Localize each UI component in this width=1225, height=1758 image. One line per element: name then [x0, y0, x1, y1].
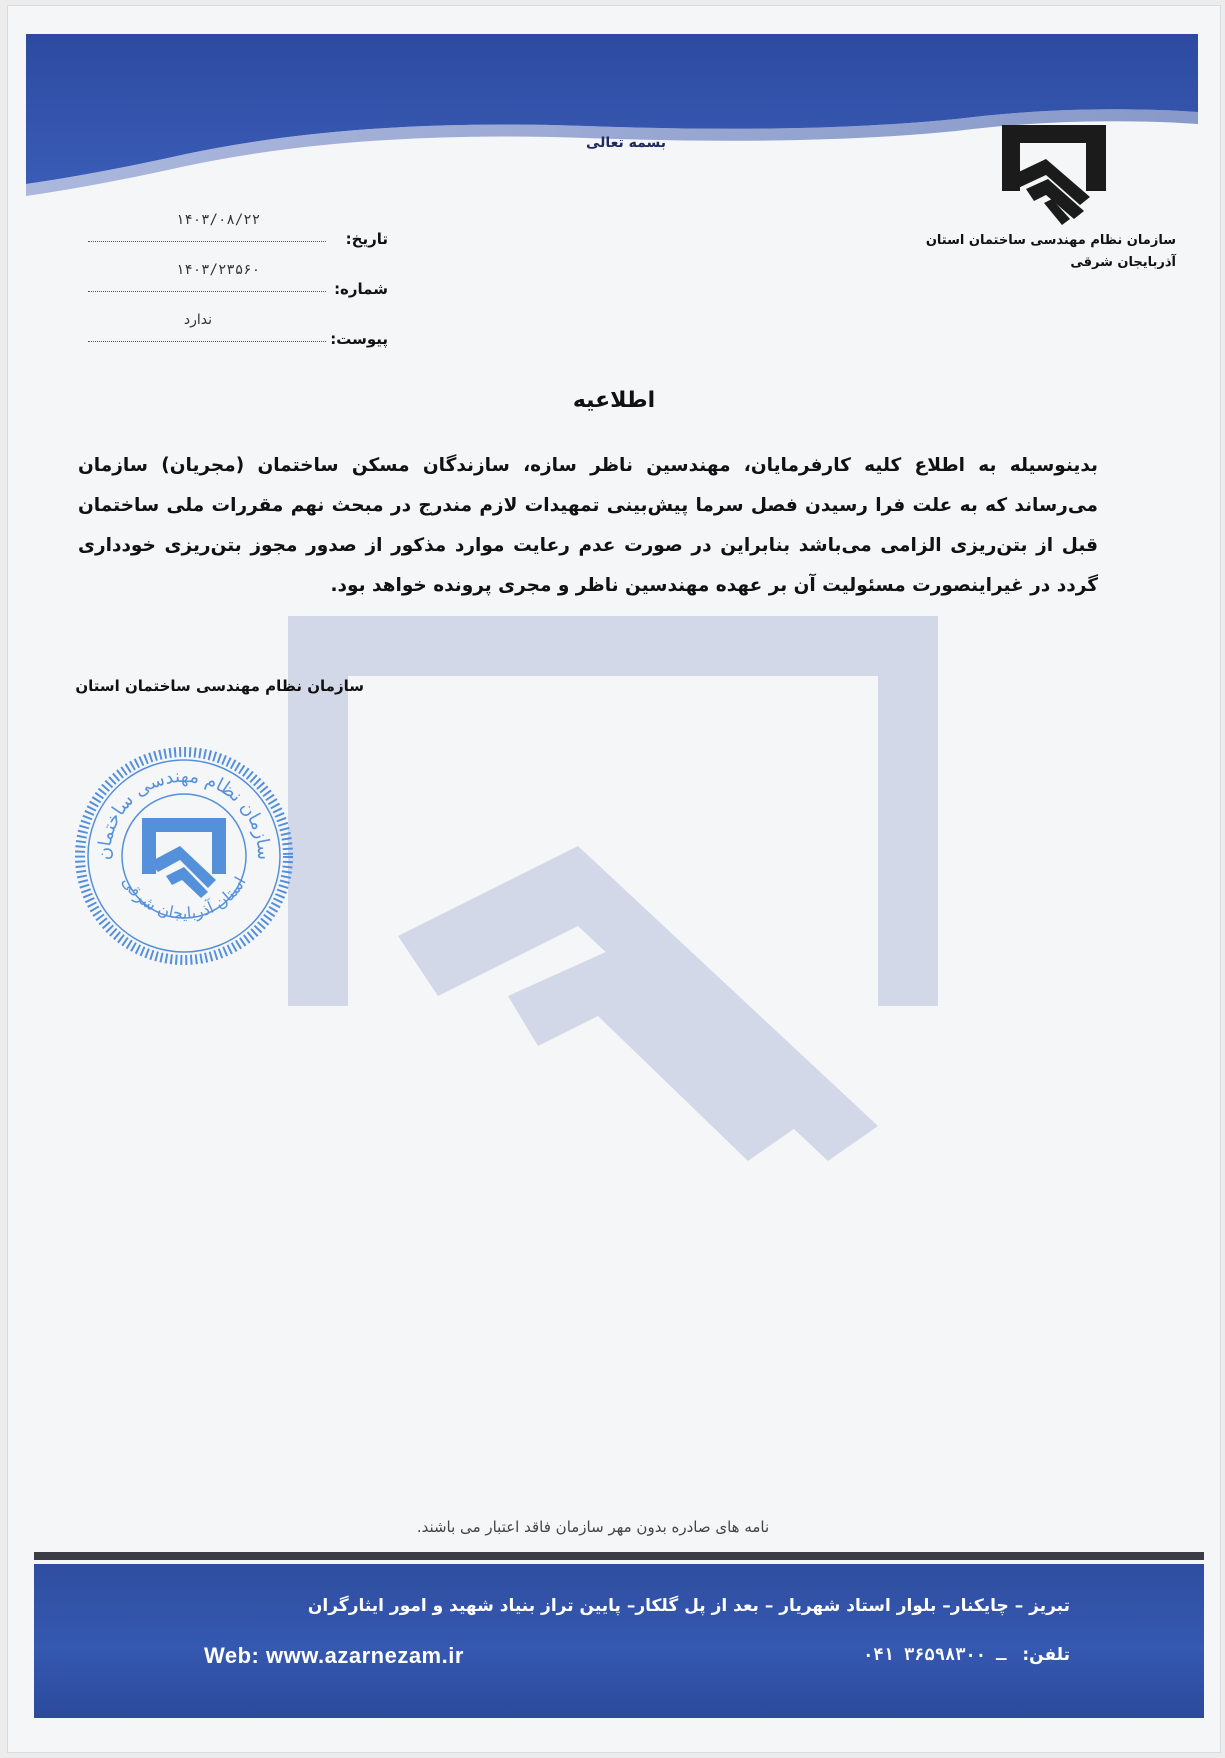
svg-text:استان آذربایجان شرقی: استان آذربایجان شرقی [118, 872, 250, 923]
footer-band [34, 1564, 1204, 1718]
document-title: اطلاعیه [572, 388, 656, 413]
date-label: تاریخ: [345, 230, 388, 248]
document-body: بدینوسیله به اطلاع کلیه کارفرمایان، مهندسین ناظر سازه، سازندگان مسکن ساختمان (مجریان) سازمان می‌رساند که به علت فرا رسیدن فصل سرما پیش‌بینی تمهیدات لازم مندرج در مبحث نهم مقررات ملی ساختمان قبل از بتن‌ریزی الزامی می‌باشد بنابراین در صورت عدم رعایت موارد مذکور از صدور مجوز بتن‌ریزی خودداری گردد در غیراینصورت مسئولیت آن بر عهده مهندسین ناظر و مجری پرونده خواهد بود. [78, 455, 1098, 596]
phone-label: تلفن: [1022, 1645, 1070, 1665]
attachment-label: پیوست: [330, 330, 388, 348]
footer-address: تبریز – چایکنار– بلوار استاد شهریار – بعد از پل گلکار– پایین تراز بنیاد شهید و امور ایثارگران [307, 1596, 1070, 1616]
organization-name [876, 230, 1176, 274]
bismillah-heading: بسمه تعالی [585, 135, 667, 151]
phone-number: ۰۴۱ ـ ۳۶۵۹۸۳۰۰ [863, 1645, 1007, 1665]
attachment-value: ندارد [183, 312, 213, 328]
logo-watermark [278, 606, 968, 1166]
signature-organization: سازمان نظام مهندسی ساختمان استان [75, 677, 364, 695]
footer-divider [34, 1552, 1204, 1560]
attachment-row [88, 306, 388, 348]
date-value: ۱۴۰۳/۰۸/۲۲ [175, 212, 261, 228]
letter-page [8, 6, 1220, 1752]
date-row [88, 206, 388, 248]
number-value: ۱۴۰۳/۲۳۵۶۰ [175, 262, 261, 278]
organization-name-line1: سازمان نظام مهندسی ساختمان استان [925, 233, 1176, 248]
organization-logo [986, 119, 1122, 229]
number-row [88, 256, 388, 298]
date-line [88, 241, 326, 242]
number-label: شماره: [334, 280, 388, 298]
official-stamp [70, 742, 298, 970]
footer-phone [863, 1645, 1070, 1665]
footer-website: Web: www.azarnezam.ir [204, 1643, 464, 1668]
validity-disclaimer: نامه های صادره بدون مهر سازمان فاقد اعتبار می باشند. [416, 1518, 770, 1536]
letter-meta [88, 206, 388, 356]
svg-text:سازمان نظام مهندسی ساختمان: سازمان نظام مهندسی ساختمان [93, 765, 275, 861]
number-line [88, 291, 326, 292]
attachment-line [88, 341, 326, 342]
organization-name-line2: آذربایجان شرقی [1070, 255, 1176, 270]
